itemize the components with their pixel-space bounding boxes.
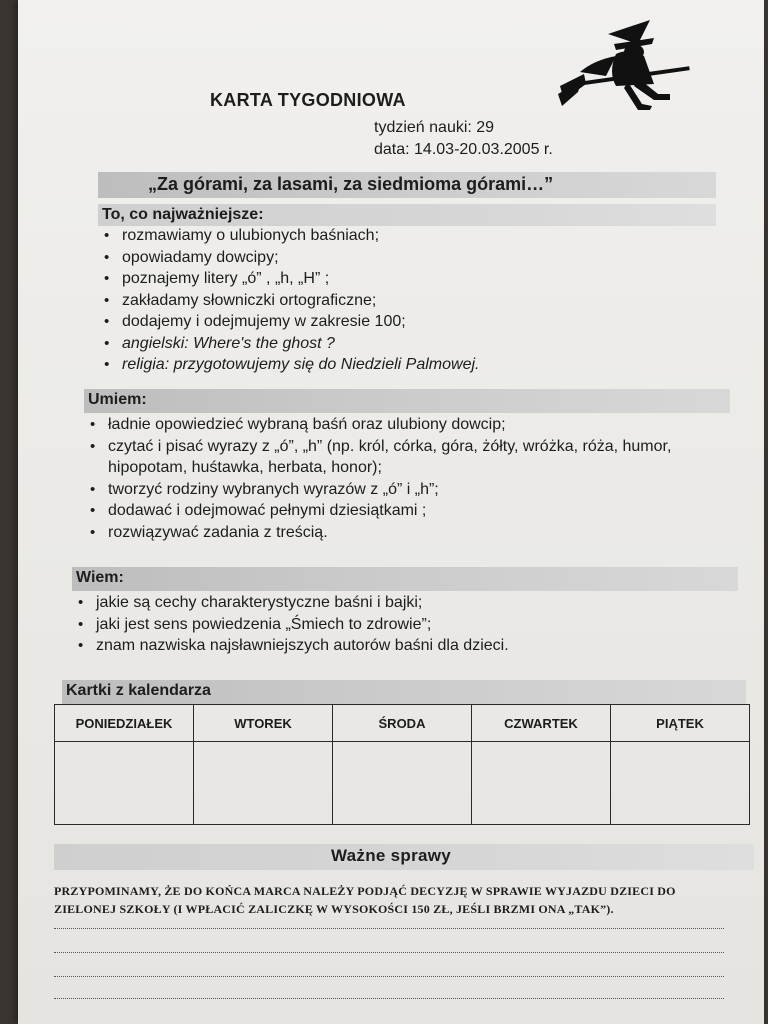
week-number: tydzień nauki: 29 [374,119,495,136]
important-heading: To, co najważniejsze: [102,206,264,223]
day-cell [55,742,194,825]
day-cell [333,742,472,825]
list-item: • czytać i pisać wyrazy z „ó”, „h” (np. król, córka, góra, żółty, wróżka, róża, humor, hipopotam, huśtawka, herbata, honor); [86,436,736,479]
writing-line [54,976,724,977]
calendar-heading: Kartki z kalendarza [66,682,211,699]
list-item: • angielski: Where's the ghost ? [100,333,720,355]
day-cell [472,742,611,825]
witch-on-broom-icon [558,14,693,112]
writing-line [54,928,724,929]
list-item: • rozmawiamy o ulubionych baśniach; [100,225,720,247]
list-item: • jakie są cechy charakterystyczne baśni i bajki; [74,592,738,614]
can-heading: Umiem: [88,391,147,408]
know-heading: Wiem: [76,569,124,586]
day-header: ŚRODA [333,705,472,742]
notice-line-2: ZIELONEJ SZKOŁY (I WPŁACIĆ ZALICZKĘ W WYSOKOŚCI 150 ZŁ, JEŚLI BRZMI ONA „TAK”). [54,902,614,916]
know-list [74,592,738,657]
list-item: • tworzyć rodziny wybranych wyrazów z „ó” i „h”; [86,479,736,501]
date-range: data: 14.03-20.03.2005 r. [374,141,553,158]
writing-line [54,998,724,999]
list-item: • opowiadamy dowcipy; [100,247,720,269]
notice-line-1: PRZYPOMINAMY, ŻE DO KOŃCA MARCA NALEŻY PODJĄĆ DECYZJĘ W SPRAWIE WYJAZDU DZIECI DO [54,884,676,898]
can-list [86,414,736,543]
list-item: • rozwiązywać zadania z treścią. [86,522,736,544]
day-header: CZWARTEK [472,705,611,742]
day-header: PONIEDZIAŁEK [55,705,194,742]
list-item: • zakładamy słowniczki ortograficzne; [100,290,720,312]
day-header: PIĄTEK [611,705,750,742]
day-cell [194,742,333,825]
calendar-table [54,704,750,825]
important-list [100,225,720,376]
list-item: • dodajemy i odejmujemy w zakresie 100; [100,311,720,333]
know-banner [72,567,738,591]
writing-line [54,952,724,953]
list-item: • poznajemy litery „ó” , „h, „H” ; [100,268,720,290]
weekly-card-page [18,0,764,1024]
day-header: WTOREK [194,705,333,742]
can-banner [84,389,730,413]
list-item: • religia: przygotowujemy się do Niedzieli Palmowej. [100,354,720,376]
list-item: • ładnie opowiedzieć wybraną baśń oraz ulubiony dowcip; [86,414,736,436]
day-cell [611,742,750,825]
motto-text: „Za górami, za lasami, za siedmioma górami…” [148,174,554,194]
matters-heading: Ważne sprawy [330,846,452,865]
list-item: • jaki jest sens powiedzenia „Śmiech to zdrowie”; [74,614,738,636]
page-title: KARTA TYGODNIOWA [210,90,406,110]
list-item: • dodawać i odejmować pełnymi dziesiątkami ; [86,500,736,522]
list-item: • znam nazwiska najsławniejszych autorów baśni dla dzieci. [74,635,738,657]
